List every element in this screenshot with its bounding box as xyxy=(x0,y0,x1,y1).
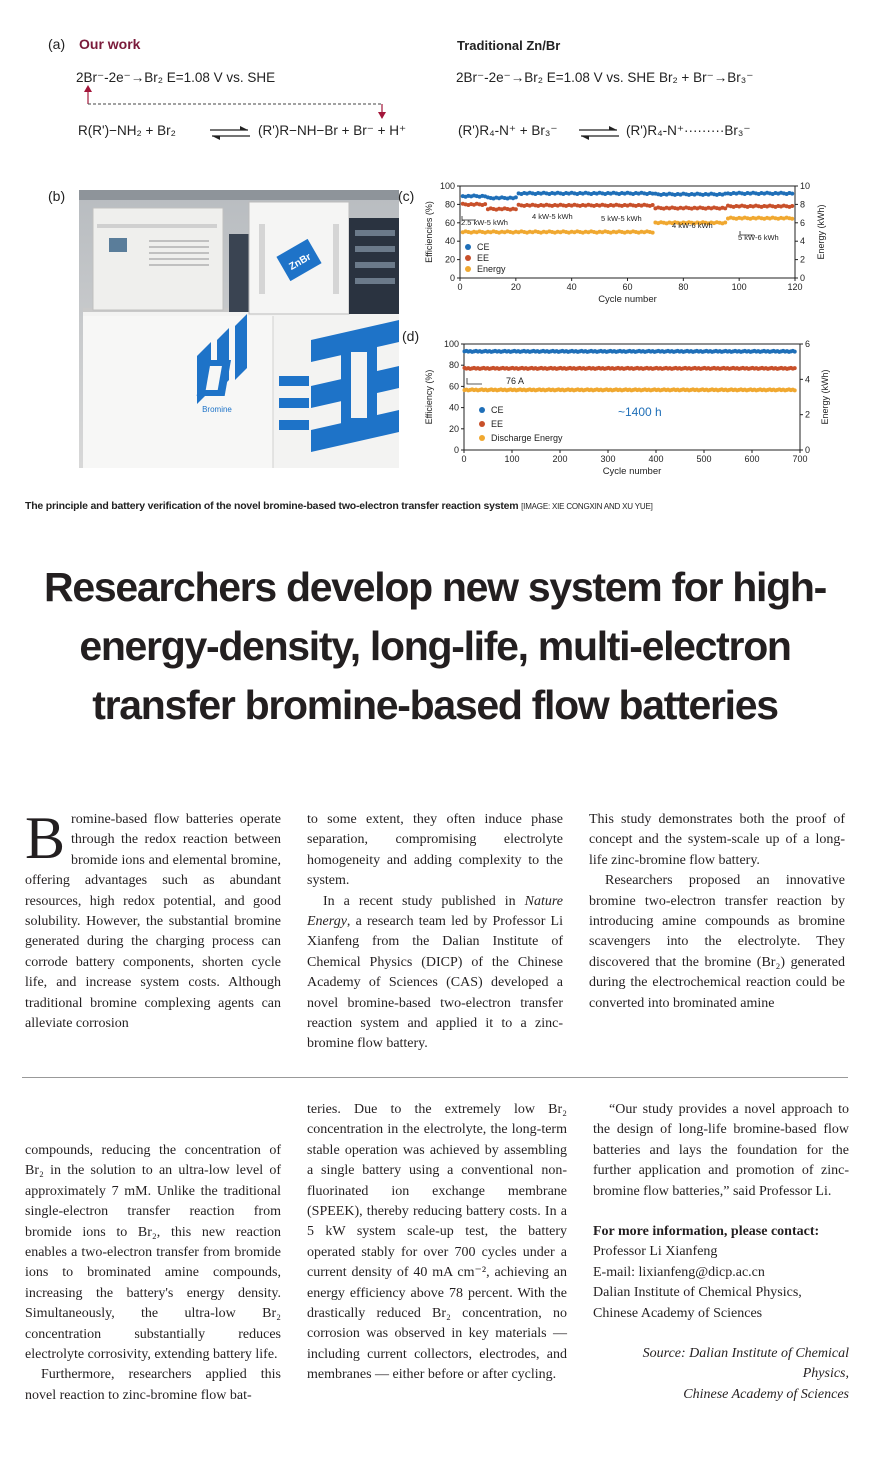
figure-caption xyxy=(25,500,653,512)
y-axis-label: Efficiency (%) xyxy=(424,369,434,425)
annotation-label: 5 kW-6 kWh xyxy=(738,233,779,242)
panel-c-label: (c) xyxy=(398,188,415,204)
y2-tick-label: 0 xyxy=(800,273,806,283)
y-tick-label: 0 xyxy=(453,445,459,455)
x-tick-label: 60 xyxy=(622,282,633,292)
col2-paragraph-1: to some extent, they often induce phase separation, compromising electrolyte homogeneity and adding complexity to the system. xyxy=(307,812,563,889)
y2-tick-label: 2 xyxy=(800,254,806,265)
x-tick-label: 600 xyxy=(744,454,760,464)
x-tick-label: 300 xyxy=(600,454,616,464)
panel-a-label: (a) xyxy=(48,36,66,52)
caption-main: The principle and battery verification of the novel bromine-based two-electron transfer reaction system xyxy=(25,500,519,512)
legend-label: CE xyxy=(477,242,490,252)
x-tick-label: 200 xyxy=(552,454,568,464)
data-point-ee xyxy=(651,203,655,207)
y-tick-label: 60 xyxy=(444,217,455,228)
col6-quote: “Our study provides a novel approach to the design of long-life bromine-based flow batteries and lays the foundation for the further application and promotion of zinc-bromine flow batteries,” said Professor Li. xyxy=(593,1102,849,1199)
traditional-equation-1: 2Br⁻-2e⁻→Br₂ E=1.08 V vs. SHE Br₂ + Br⁻→Br₃⁻ xyxy=(456,70,754,85)
y2-tick-label: 8 xyxy=(800,199,806,210)
contact-org-1: Dalian Institute of Chemical Physics, xyxy=(593,1285,802,1301)
y-tick-label: 80 xyxy=(444,199,455,210)
col1-paragraph-1: romine-based flow batteries operate through the redox reaction between bromide ions and elemental bromine, offering advantages such as abundant resources, high redox potential, and good solubility. However, the substantial bromine generated during the charging process can corrode battery components, shorten cycle life, and increase system costs. Although traditional bromine complexing agents can alleviate corrosion xyxy=(25,812,281,1032)
drop-cap: B xyxy=(25,805,66,871)
y-tick-label: 40 xyxy=(444,236,455,247)
x-tick-label: 0 xyxy=(461,454,467,464)
col5-paragraph-1: teries. Due to the extremely low Br₂ concentration in the electrolyte, the long-term stable operation was achieved by assembling a single battery using a conventional non-fluorinated ion exchange membrane (SPEEK), thereby reducing battery costs. In a 5 kW system scale-up test, the battery operated stably for over 700 cycles under a current density of 40 mA cm⁻², achieving an energy efficiency above 78 percent. With the drastically reduced Br₂ concentration, no corrosion was observed in key materials — including current collectors, electrodes, and membranes — either before or after cycling. xyxy=(307,1102,567,1383)
data-point-ee xyxy=(483,202,487,206)
x-tick-label: 120 xyxy=(787,282,803,292)
column-6 xyxy=(593,1100,849,1405)
equilibrium-icon xyxy=(208,125,252,141)
our-work-title: Our work xyxy=(79,36,141,52)
bromine-brand-text: Bromine xyxy=(202,405,232,414)
data-point-ee xyxy=(793,366,797,370)
col3-paragraph-1: This study demonstrates both the proof of concept and the system-scale up of a long-life zinc-bromine flow battery. xyxy=(589,812,845,868)
legend-marker xyxy=(479,421,485,427)
chart-c xyxy=(420,178,840,314)
y2-axis-label: Energy (kWh) xyxy=(820,369,830,425)
legend-marker xyxy=(465,255,471,261)
legend-marker xyxy=(479,407,485,413)
article-headline: Researchers develop new system for high-energy-density, long-life, multi-electron transfer bromine-based flow batteries xyxy=(44,564,826,728)
y-axis-label: Efficiencies (%) xyxy=(424,201,434,263)
chart-d xyxy=(420,336,840,486)
y2-tick-label: 4 xyxy=(805,374,811,385)
x-tick-label: 400 xyxy=(648,454,664,464)
col2-paragraph-2 xyxy=(307,892,563,1055)
contact-org-2: Chinese Academy of Sciences xyxy=(593,1305,763,1321)
data-point-energy xyxy=(723,221,727,225)
source-line-1: Source: Dalian Institute of Chemical xyxy=(642,1346,849,1362)
annotation-label: 76 A xyxy=(506,376,525,386)
source-line-3: Chinese Academy of Sciences xyxy=(683,1386,849,1402)
x-axis-label: Cycle number xyxy=(602,466,662,477)
annotation-label: 5 kW-5 kWh xyxy=(601,214,642,223)
section-divider xyxy=(22,1077,848,1078)
x-tick-label: 500 xyxy=(696,454,712,464)
col4-paragraph-2: Furthermore, researchers applied this novel reaction to zinc-bromine flow bat- xyxy=(25,1367,281,1403)
our-equation-1: 2Br⁻-2e⁻→Br₂ E=1.08 V vs. SHE xyxy=(76,70,276,85)
legend-marker xyxy=(465,266,471,272)
y-tick-label: 100 xyxy=(443,339,459,349)
x-tick-label: 40 xyxy=(566,282,577,292)
data-point-ce xyxy=(790,192,794,196)
y-tick-label: 40 xyxy=(448,402,459,413)
contact-name: Professor Li Xianfeng xyxy=(593,1244,718,1260)
legend-label: EE xyxy=(477,253,490,263)
data-point-ee xyxy=(514,207,518,211)
annotation-label: ~1400 h xyxy=(618,405,662,419)
equilibrium-icon xyxy=(577,125,621,141)
data-point-energy xyxy=(651,231,655,235)
y-tick-label: 20 xyxy=(444,254,455,265)
our-equation-2-left: R(R')−NH₂ + Br₂ xyxy=(78,123,176,138)
x-tick-label: 100 xyxy=(731,282,747,292)
legend-label: EE xyxy=(491,419,504,429)
znbr-logo: ZnBr xyxy=(287,251,314,273)
col4-paragraph-1: compounds, reducing the concentration of Br₂ in the solution to an ultra-low level of approximately 7 mM. Unlike the traditional single-electron transfer reaction from bromide ions to Br₂, this new reaction enables a two-electron transfer from bromide ions to brominated amine compounds, increasing the battery's energy density. Simultaneously, the ultra-low Br₂ concentration substantially reduces electrolyte corrosivity, extending battery life. xyxy=(25,1143,281,1363)
source-line-2: Physics, xyxy=(802,1366,849,1382)
y2-tick-label: 0 xyxy=(805,445,811,455)
data-point-energy xyxy=(790,217,794,221)
col3-paragraph-2: Researchers proposed an innovative bromine two-electron transfer reaction by introducing amine compounds as bromine scavengers into the electrolyte. They discovered that the bromine (Br₂) generated during the electrochemical reaction could be converted into brominated amine xyxy=(589,873,845,1011)
panel-d-label: (d) xyxy=(402,328,420,344)
y-tick-label: 20 xyxy=(448,423,459,434)
legend-label: CE xyxy=(491,405,504,415)
traditional-equation-2-right: (R')R₄-N⁺·········Br₃⁻ xyxy=(626,123,751,138)
y2-tick-label: 2 xyxy=(805,409,811,420)
annotation-label: 4 kW-6 kWh xyxy=(672,221,713,230)
y2-tick-label: 4 xyxy=(800,236,806,247)
y2-tick-label: 6 xyxy=(800,217,806,228)
y2-tick-label: 6 xyxy=(805,339,811,349)
data-point-discharge-energy xyxy=(793,388,797,392)
x-tick-label: 80 xyxy=(678,282,689,292)
col2-p2-text-b: , a research team led by Professor Li Xianfeng from the Dalian Institute of Chemical Physics (DICP) of the Chinese Academy of Sciences (CAS) developed a novel bromine-based two-electron transfer reaction system and applied it to a zinc-bromine flow battery. xyxy=(307,914,563,1052)
x-tick-label: 700 xyxy=(792,454,808,464)
annotation-label: 4 kW-5 kWh xyxy=(532,212,573,221)
column-2 xyxy=(307,810,563,1055)
contact-title: For more information, please contact: xyxy=(593,1224,820,1240)
annotation-label: 2.5 kW-5 kWh xyxy=(461,218,508,227)
legend-label: Discharge Energy xyxy=(491,433,563,443)
caption-credit: [IMAGE: XIE CONGXIN AND XU YUE] xyxy=(521,502,653,511)
x-tick-label: 0 xyxy=(457,282,463,292)
x-tick-label: 20 xyxy=(510,282,521,292)
x-tick-label: 100 xyxy=(504,454,520,464)
y-tick-label: 100 xyxy=(439,181,455,191)
data-point-ce xyxy=(793,350,797,354)
annotation-arrow xyxy=(467,378,482,384)
journal-name: Nature Energy xyxy=(307,893,563,930)
y2-tick-label: 10 xyxy=(800,181,811,191)
column-3 xyxy=(589,810,845,1014)
data-point-ee xyxy=(790,204,794,208)
legend-marker xyxy=(465,244,471,250)
traditional-title: Traditional Zn/Br xyxy=(457,38,561,53)
our-equation-2-right: (R')R−NH−Br + Br⁻ + H⁺ xyxy=(258,123,407,138)
battery-system-photo xyxy=(79,190,399,468)
column-5 xyxy=(307,1100,567,1386)
legend-label: Energy xyxy=(477,264,506,274)
contact-email[interactable]: E-mail: lixianfeng@dicp.ac.cn xyxy=(593,1264,765,1280)
y2-axis-label: Energy (kWh) xyxy=(816,204,826,260)
column-4 xyxy=(25,1141,281,1406)
y-tick-label: 0 xyxy=(449,273,455,283)
panel-b-label: (b) xyxy=(48,188,66,204)
column-1 xyxy=(25,805,281,1034)
y-tick-label: 80 xyxy=(448,360,459,371)
traditional-equation-2-left: (R')R₄-N⁺ + Br₃⁻ xyxy=(458,123,558,138)
col2-p2-text-a: In a recent study published in xyxy=(323,893,525,909)
legend-marker xyxy=(479,435,485,441)
x-axis-label: Cycle number xyxy=(598,294,657,305)
reaction-arrow-path xyxy=(70,84,410,120)
y-tick-label: 60 xyxy=(448,381,459,392)
data-point-ce xyxy=(514,195,518,199)
